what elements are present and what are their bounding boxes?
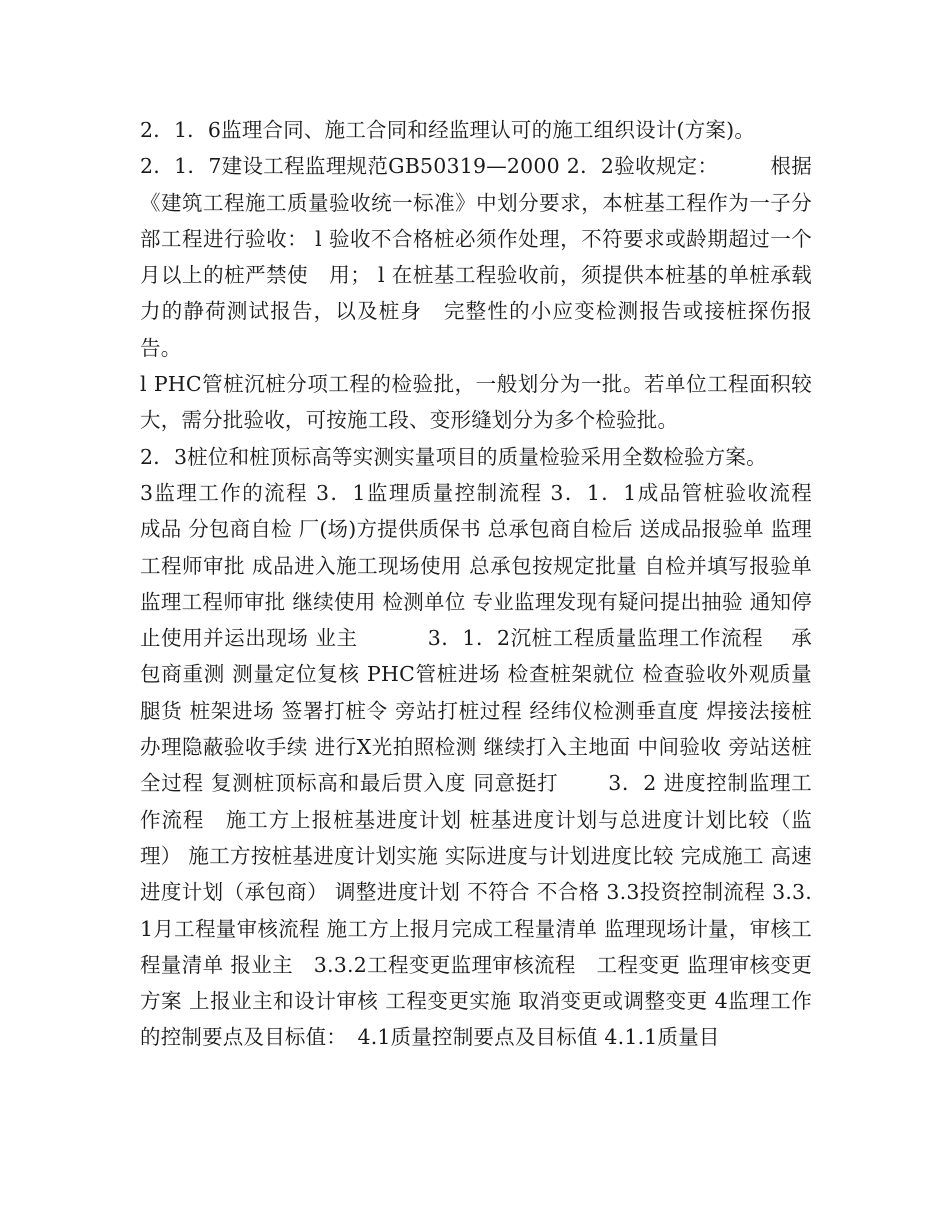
paragraph-2-3-inspection-scheme: 2．3桩位和桩顶标高等实测实量项目的质量检验采用全数检验方案。: [140, 444, 767, 469]
paragraph-3-supervision-workflow: 3监理工作的流程 3．1监理质量控制流程 3．1．1成品管桩验收流程 成品 分包商自检 厂(场)方提供质保书 总承包商自检后 送成品报验单 监理工程师审批 成品进入施工现场使用 总承包按规定批量 自检并填写报验单 监理工程师审批 继续使用 检测单位 专业监理发现有疑问提出抽验 通知停止使用并运出现场 业主 3．1．2沉桩工程质量监理工作流程 承包商重测 测量定位复核 PHC管桩进场 检查桩架就位 检查验收外观质量 腿货 桩架进场 签署打桩令 旁站打桩过程 经纬仪检测垂直度 焊接法接桩 办理隐蔽验收手续 进行X光拍照检测 继续打入主地面 中间验收 旁站送桩全过程 复测桩顶标高和最后贯入度 同意挺打 3．2 进度控制监理工作流程 施工方上报桩基进度计划 桩基进度计划与总进度计划比较（监理） 施工方按桩基进度计划实施 实际进度与计划进度比较 完成施工 高速进度计划（承包商） 调整进度计划 不符合 不合格 3.3投资控制流程 3.3.1月工程量审核流程 施工方上报月完成工程量清单 监理现场计量，审核工程量清单 报业主 3.3.2工程变更监理审核流程 工程变更 监理审核变更方案 上报业主和设计审核 工程变更实施 取消变更或调整变更 4监理工作的控制要点及目标值： 4.1质量控制要点及目标值 4.1.1质量目: [140, 480, 881, 1050]
paragraph-2-1-7-acceptance-rules: 2．1．7建设工程监理规范GB50319—2000 2．2验收规定： 根据《建筑工程施工质量验收统一标准》中划分要求，本桩基工程作为一子分部工程进行验收： l 验收不合格桩必须作处理，不符要求或龄期超过一个月以上的桩严禁使 用； l 在桩基工程验收前，须提供本桩基的单桩承载力的静荷测试报告，以及桩身 完整性的小应变检测报告或接桩探伤报告。: [140, 154, 812, 360]
paragraph-2-1-6: 2．1．6监理合同、施工合同和经监理认可的施工组织设计(方案)。: [140, 118, 756, 142]
document-body: [140, 112, 881, 1056]
paragraph-phc-inspection-batch: l PHC管桩沉桩分项工程的检验批，一般划分为一批。若单位工程面积较大，需分批验收，可按施工段、变形缝划分为多个检验批。: [140, 372, 812, 433]
